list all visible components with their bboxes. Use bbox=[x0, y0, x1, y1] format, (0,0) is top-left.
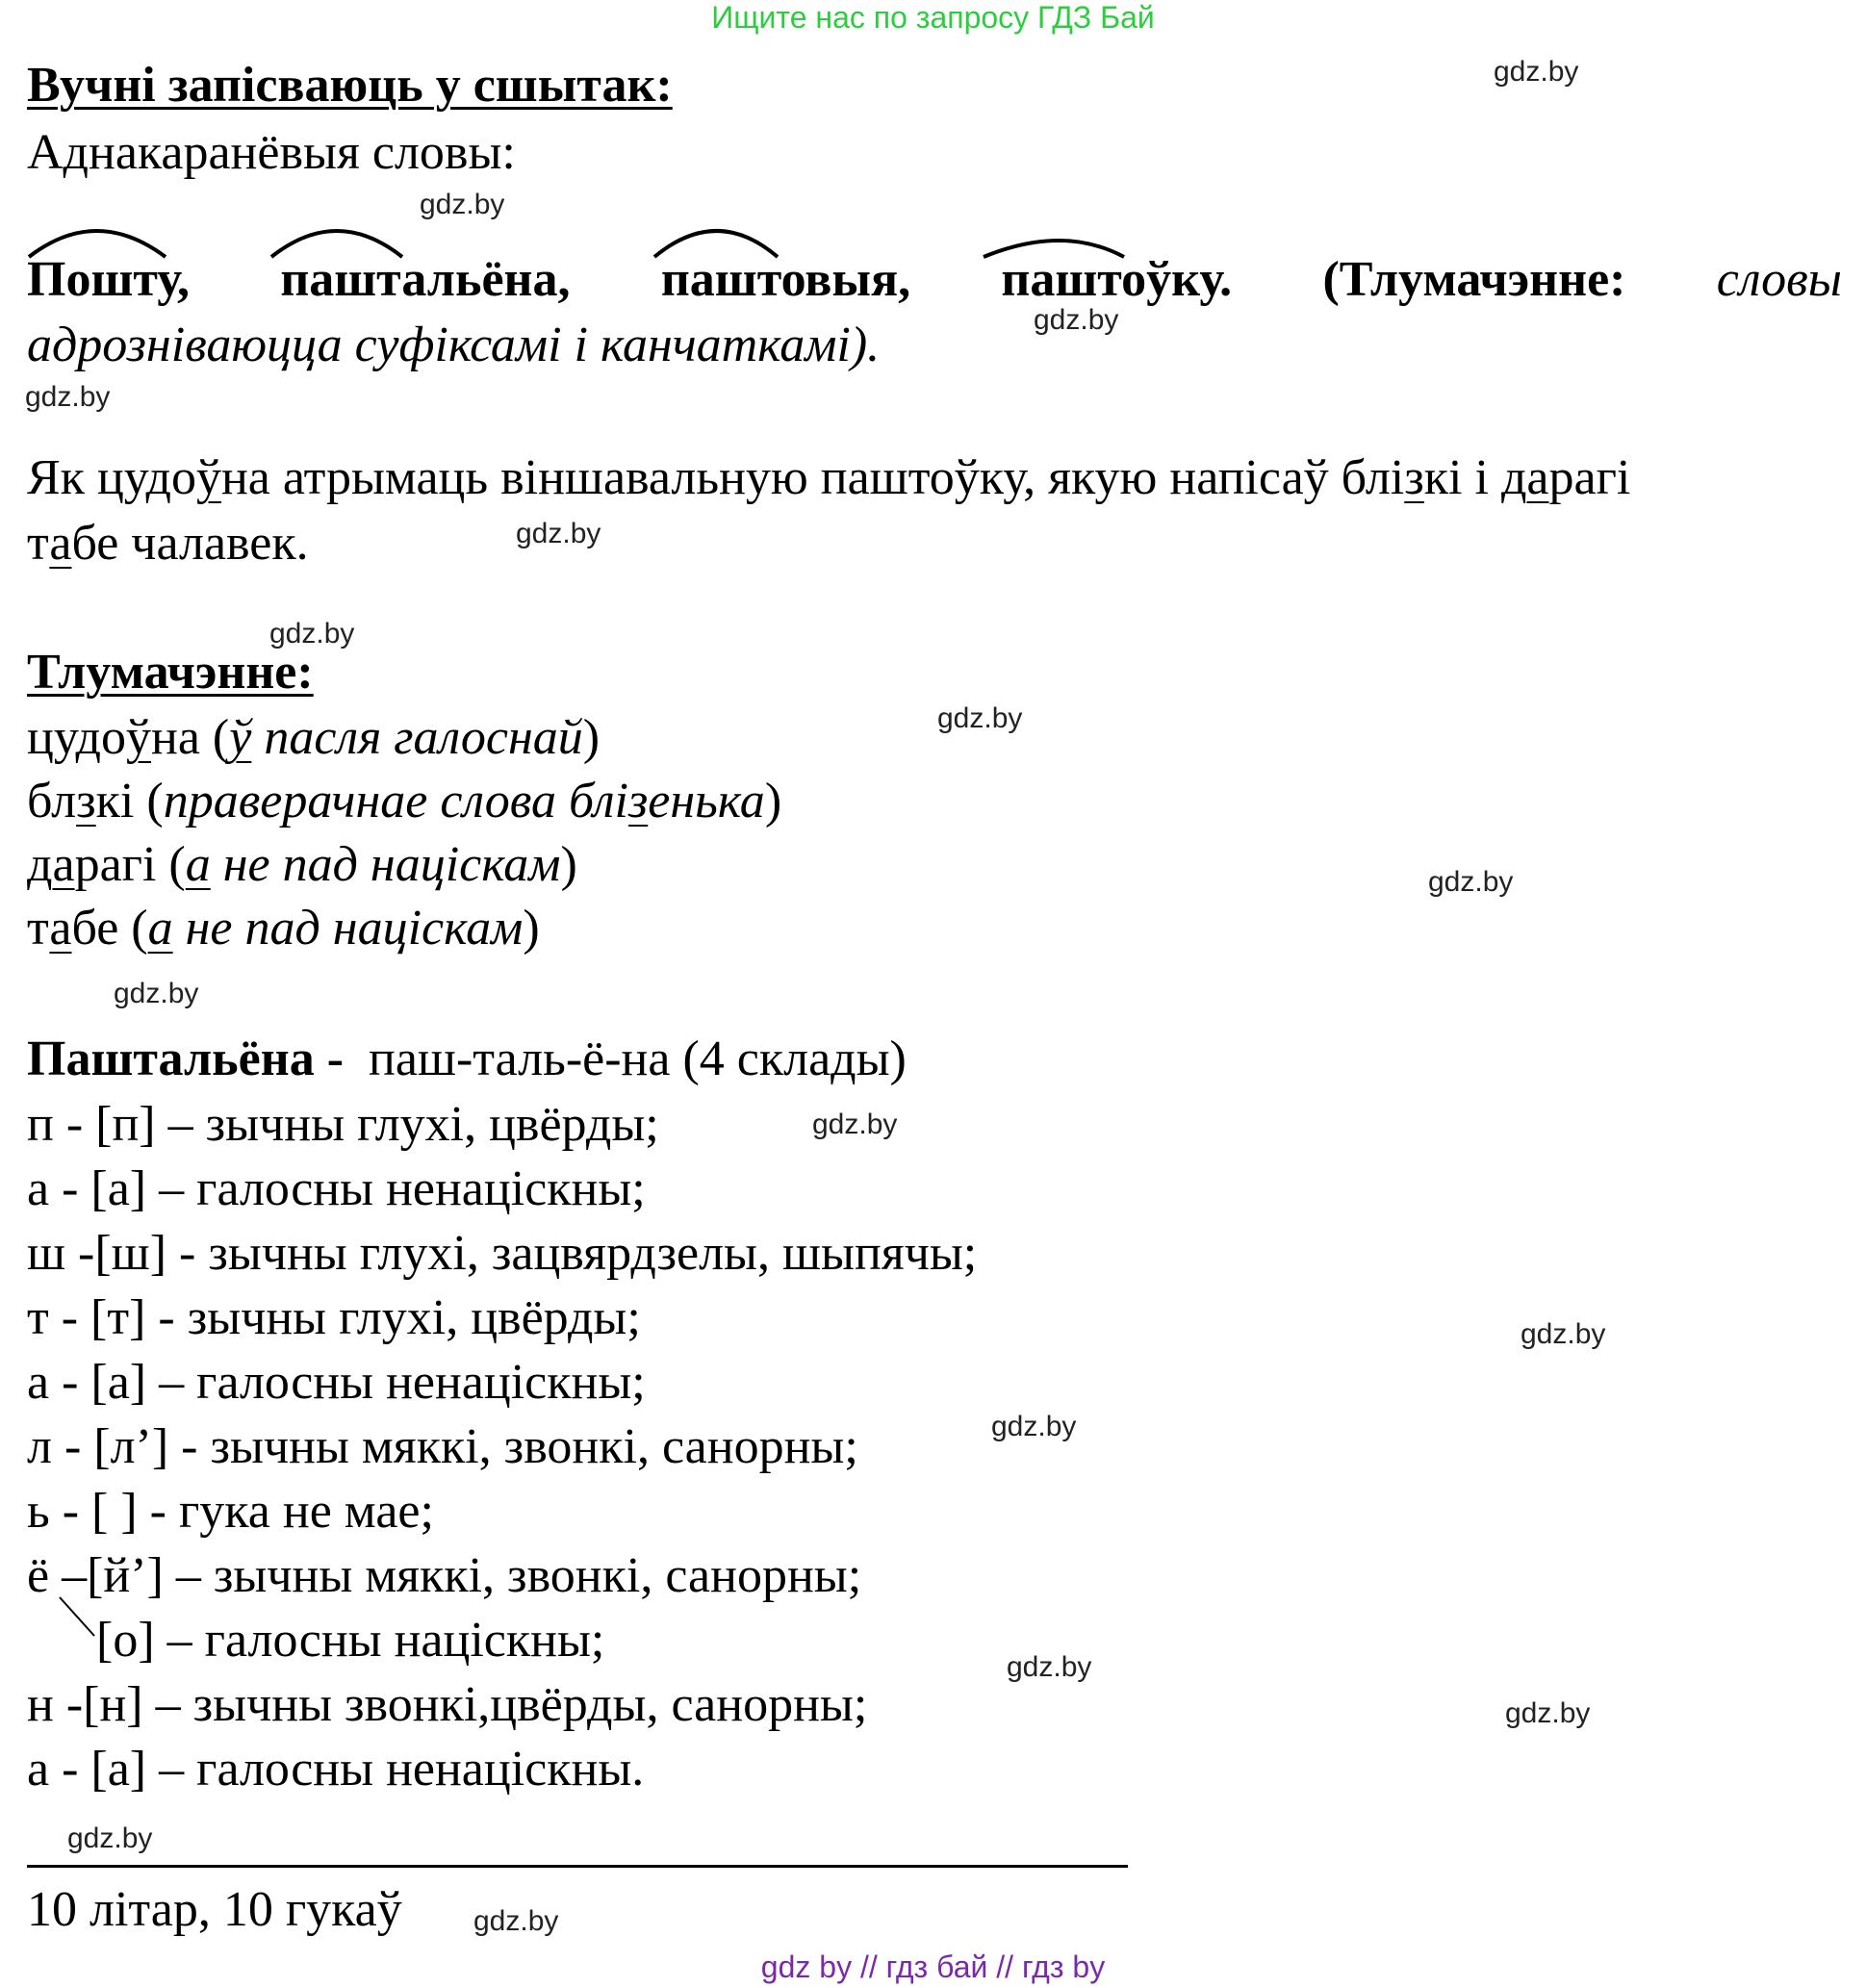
analysis-line: н -[н] – зычны звонкі,цвёрды, санорны; bbox=[27, 1677, 868, 1732]
sentence-marked: а bbox=[1526, 450, 1549, 505]
subheading: Аднакаранёвыя словы: bbox=[27, 125, 516, 180]
sentence-line-1 bbox=[27, 446, 1842, 510]
watermark: gdz.by bbox=[1007, 1651, 1092, 1683]
watermark: gdz.by bbox=[1505, 1697, 1591, 1729]
explanation-heading: Тлумачэнне: bbox=[27, 645, 314, 700]
sentence-marked: ў bbox=[195, 450, 221, 505]
watermark: gdz.by bbox=[269, 618, 355, 650]
top-banner[interactable]: Ищите нас по запросу ГДЗ Бай bbox=[711, 0, 1155, 35]
analysis-title bbox=[27, 1028, 907, 1091]
root-words-line bbox=[27, 248, 1842, 312]
sentence-part: рагі bbox=[1548, 450, 1631, 505]
watermark: gdz.by bbox=[420, 189, 505, 220]
sentence-part: т bbox=[27, 516, 50, 571]
analysis-line: л - [л’] - зычны мяккі, звонкі, санорны; bbox=[27, 1419, 858, 1474]
root-word-2: паштальёна, bbox=[280, 252, 571, 307]
explanation-item: цудоўна (ў пасля галоснай) bbox=[27, 710, 601, 765]
sentence-part: і bbox=[1390, 450, 1405, 505]
root-word-3: паштовыя, bbox=[660, 252, 911, 307]
explanation-item: табе (а не пад націскам) bbox=[27, 901, 540, 956]
sentence-part: бе чалавек. bbox=[71, 516, 309, 571]
watermark: gdz.by bbox=[1034, 304, 1119, 336]
watermark: gdz.by bbox=[1494, 56, 1579, 88]
analysis-line: п - [п] – зычны глухі, цвёрды; bbox=[27, 1097, 659, 1152]
analysis-word: Паштальёна - bbox=[27, 1032, 345, 1086]
watermark: gdz.by bbox=[937, 702, 1023, 734]
watermark: gdz.by bbox=[25, 381, 111, 413]
watermark: gdz.by bbox=[114, 978, 199, 1009]
analysis-line: ь - [ ] - гука не мае; bbox=[27, 1484, 434, 1539]
watermark: gdz.by bbox=[473, 1905, 559, 1937]
explanation-word: словы bbox=[1716, 252, 1842, 307]
analysis-line: а - [а] – галосны ненаціскны; bbox=[27, 1161, 646, 1216]
page-title: Вучні запісваюць у сшытак: bbox=[27, 58, 673, 113]
explanation-rest: адрозніваюцца суфіксамі і канчаткамі). bbox=[27, 318, 881, 372]
summary: 10 літар, 10 гукаў bbox=[27, 1882, 402, 1937]
sentence-part: кі і д bbox=[1423, 450, 1527, 505]
sentence-line-2 bbox=[27, 512, 309, 575]
explanation-item: дарагі (а не пад націскам) bbox=[27, 837, 577, 892]
root-word-1: Пошту, bbox=[27, 252, 190, 307]
watermark: gdz.by bbox=[1521, 1318, 1606, 1350]
analysis-syllables: паш-таль-ё-на (4 склады) bbox=[369, 1032, 907, 1086]
sentence-marked: а bbox=[49, 516, 72, 571]
divider bbox=[27, 1865, 1128, 1868]
watermark: gdz.by bbox=[67, 1822, 153, 1854]
analysis-line: ш -[ш] - зычны глухі, зацвярдзелы, шыпячы; bbox=[27, 1226, 978, 1281]
analysis-line: [о] – галосны націскны; bbox=[96, 1613, 605, 1668]
analysis-line: ё –[й’] – зычны мяккі, звонкі, санорны; bbox=[27, 1548, 862, 1603]
sentence-part: на атрымаць віншавальную паштоўку, якую напісаў бл bbox=[220, 450, 1391, 505]
sentence-text bbox=[27, 446, 1630, 510]
analysis-line: т - [т] - зычны глухі, цвёрды; bbox=[27, 1290, 641, 1345]
watermark: gdz.by bbox=[812, 1109, 898, 1140]
watermark: gdz.by bbox=[1428, 866, 1514, 898]
sentence-marked: з bbox=[1404, 450, 1424, 505]
analysis-line: а - [а] – галосны ненаціскны; bbox=[27, 1355, 646, 1410]
analysis-line: а - [а] – галосны ненаціскны. bbox=[27, 1742, 645, 1797]
footer-links[interactable]: gdz by // гдз бай // гдз by bbox=[760, 1950, 1106, 1984]
watermark: gdz.by bbox=[516, 518, 601, 549]
watermark: gdz.by bbox=[991, 1411, 1077, 1442]
root-word-4: паштоўку. bbox=[1001, 252, 1233, 307]
explanation-label: (Тлумачэнне: bbox=[1322, 252, 1626, 307]
sentence-part: Як цудо bbox=[27, 450, 196, 505]
explanation-item: блзкі (праверачнае слова блізенька) bbox=[27, 774, 782, 828]
